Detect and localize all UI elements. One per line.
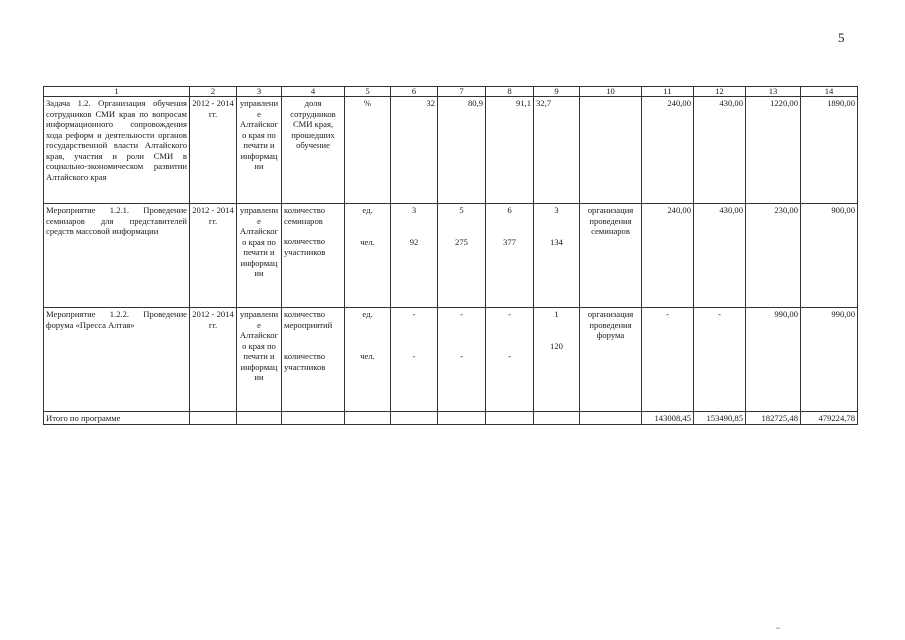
measure2-value-6b: - [412, 350, 416, 361]
measure2-indicator-cell [282, 308, 345, 412]
measure2-name-cell: Мероприятие 1.2.2. Проведение форума «Пресса Алтая» [44, 308, 190, 412]
total-funding-11-cell: 143008,45 [642, 412, 694, 425]
total-empty-cell [534, 412, 580, 425]
measure1-value-7a: 5 [459, 205, 464, 215]
task-value-8-cell: 91,1 [486, 97, 534, 204]
measure1-indicator-cell [282, 204, 345, 308]
column-header-5: 5 [345, 87, 391, 97]
measure2-executor-cell: управление Алтайского края по печати и информации [237, 308, 282, 412]
column-header-2: 2 [190, 87, 237, 97]
column-header-3: 3 [237, 87, 282, 97]
measure2-value-6-cell [391, 308, 438, 412]
measure1-name-cell: Мероприятие 1.2.1. Проведение семинаров для представителей средств массовой информации [44, 204, 190, 308]
total-label-cell: Итого по программе [44, 412, 190, 425]
table-row-measure-1-2-2 [44, 308, 858, 412]
measure1-funding-14-cell: 900,00 [801, 204, 858, 308]
measure2-indicator-b: количество участников [284, 351, 326, 372]
measure1-unit-b: чел. [360, 236, 375, 247]
measure2-period-cell: 2012 - 2014 гг. [190, 308, 237, 412]
measure2-funding-12-cell: - [694, 308, 746, 412]
total-empty-cell [391, 412, 438, 425]
total-empty-cell [345, 412, 391, 425]
column-header-13: 13 [746, 87, 801, 97]
measure1-value-9a: 3 [554, 205, 559, 215]
column-header-14: 14 [801, 87, 858, 97]
task-executor-cell: управление Алтайского края по печати и информации [237, 97, 282, 204]
measure2-indicator-a: количество мероприятий [284, 309, 333, 330]
measure1-value-8-cell [486, 204, 534, 308]
measure2-value-9-cell [534, 308, 580, 412]
measure2-value-8a: - [508, 309, 511, 319]
table-row-total [44, 412, 858, 425]
measure1-funding-12-cell: 430,00 [694, 204, 746, 308]
measure1-value-6b: 92 [409, 236, 419, 247]
measure2-value-9b: 120 [550, 340, 563, 351]
column-number-row [44, 87, 858, 97]
task-funding-12-cell: 430,00 [694, 97, 746, 204]
column-header-4: 4 [282, 87, 345, 97]
task-funding-11-cell: 240,00 [642, 97, 694, 204]
measure2-value-8b: - [508, 350, 511, 361]
column-header-9: 9 [534, 87, 580, 97]
program-table [43, 86, 858, 425]
task-indicator-cell: доля сотрудников СМИ края, прошедших обучение [282, 97, 345, 204]
measure1-value-9b: 134 [550, 236, 563, 247]
total-empty-cell [486, 412, 534, 425]
task-value-6-cell: 32 [391, 97, 438, 204]
total-empty-cell [580, 412, 642, 425]
measure1-indicator-a: количество семинаров [284, 205, 326, 226]
measure1-funding-13-cell: 230,00 [746, 204, 801, 308]
column-header-10: 10 [580, 87, 642, 97]
corner-mark: ~ [776, 624, 781, 633]
measure1-period-cell: 2012 - 2014 гг. [190, 204, 237, 308]
task-unit-cell: % [345, 97, 391, 204]
measure1-value-8a: 6 [507, 205, 512, 215]
measure1-value-7b: 275 [455, 236, 468, 247]
measure2-funding-14-cell: 990,00 [801, 308, 858, 412]
measure1-unit-cell [345, 204, 391, 308]
column-header-7: 7 [438, 87, 486, 97]
task-value-9-cell: 32,7 [534, 97, 580, 204]
measure1-value-9-cell [534, 204, 580, 308]
page-number: 5 [838, 30, 845, 45]
measure2-value-8-cell [486, 308, 534, 412]
total-empty-cell [438, 412, 486, 425]
task-period-cell: 2012 - 2014 гг. [190, 97, 237, 204]
measure2-value-9a: 1 [554, 309, 559, 319]
task-name-cell: Задача 1.2. Организация обучения сотрудников СМИ края по вопросам информационного сопровождения хода реформ и деятельности органов государственной власти Алтайского края, участия и роли СМИ в социально-экономическом развитии Алтайского края [44, 97, 190, 204]
task-funding-14-cell: 1890,00 [801, 97, 858, 204]
measure2-unit-cell [345, 308, 391, 412]
measure2-value-7b: - [460, 350, 463, 361]
column-header-1: 1 [44, 87, 190, 97]
task-funding-13-cell: 1220,00 [746, 97, 801, 204]
measure1-value-8b: 377 [503, 236, 516, 247]
measure1-result-cell: организация проведения семинаров [580, 204, 642, 308]
measure1-value-7-cell [438, 204, 486, 308]
table-row-measure-1-2-1 [44, 204, 858, 308]
total-empty-cell [237, 412, 282, 425]
column-header-8: 8 [486, 87, 534, 97]
measure1-value-6-cell [391, 204, 438, 308]
measure1-executor-cell: управление Алтайского края по печати и информации [237, 204, 282, 308]
measure2-result-cell: организация проведения форума [580, 308, 642, 412]
column-header-6: 6 [391, 87, 438, 97]
measure2-value-6a: - [412, 309, 416, 319]
measure1-value-6a: 3 [411, 205, 417, 215]
measure1-unit-a: ед. [362, 205, 373, 215]
table-row-task-1-2 [44, 97, 858, 204]
measure1-indicator-b: количество участников [284, 236, 326, 257]
measure1-funding-11-cell: 240,00 [642, 204, 694, 308]
total-funding-12-cell: 153490,85 [694, 412, 746, 425]
measure2-value-7-cell [438, 308, 486, 412]
measure2-funding-11-cell: - [642, 308, 694, 412]
total-empty-cell [282, 412, 345, 425]
column-header-11: 11 [642, 87, 694, 97]
task-result-cell [580, 97, 642, 204]
column-header-12: 12 [694, 87, 746, 97]
measure2-value-7a: - [460, 309, 463, 319]
measure2-unit-a: ед. [362, 309, 373, 319]
total-empty-cell [190, 412, 237, 425]
total-funding-14-cell: 479224,78 [801, 412, 858, 425]
measure2-funding-13-cell: 990,00 [746, 308, 801, 412]
total-funding-13-cell: 182725,48 [746, 412, 801, 425]
measure2-unit-b: чел. [360, 350, 375, 361]
task-value-7-cell: 80,9 [438, 97, 486, 204]
